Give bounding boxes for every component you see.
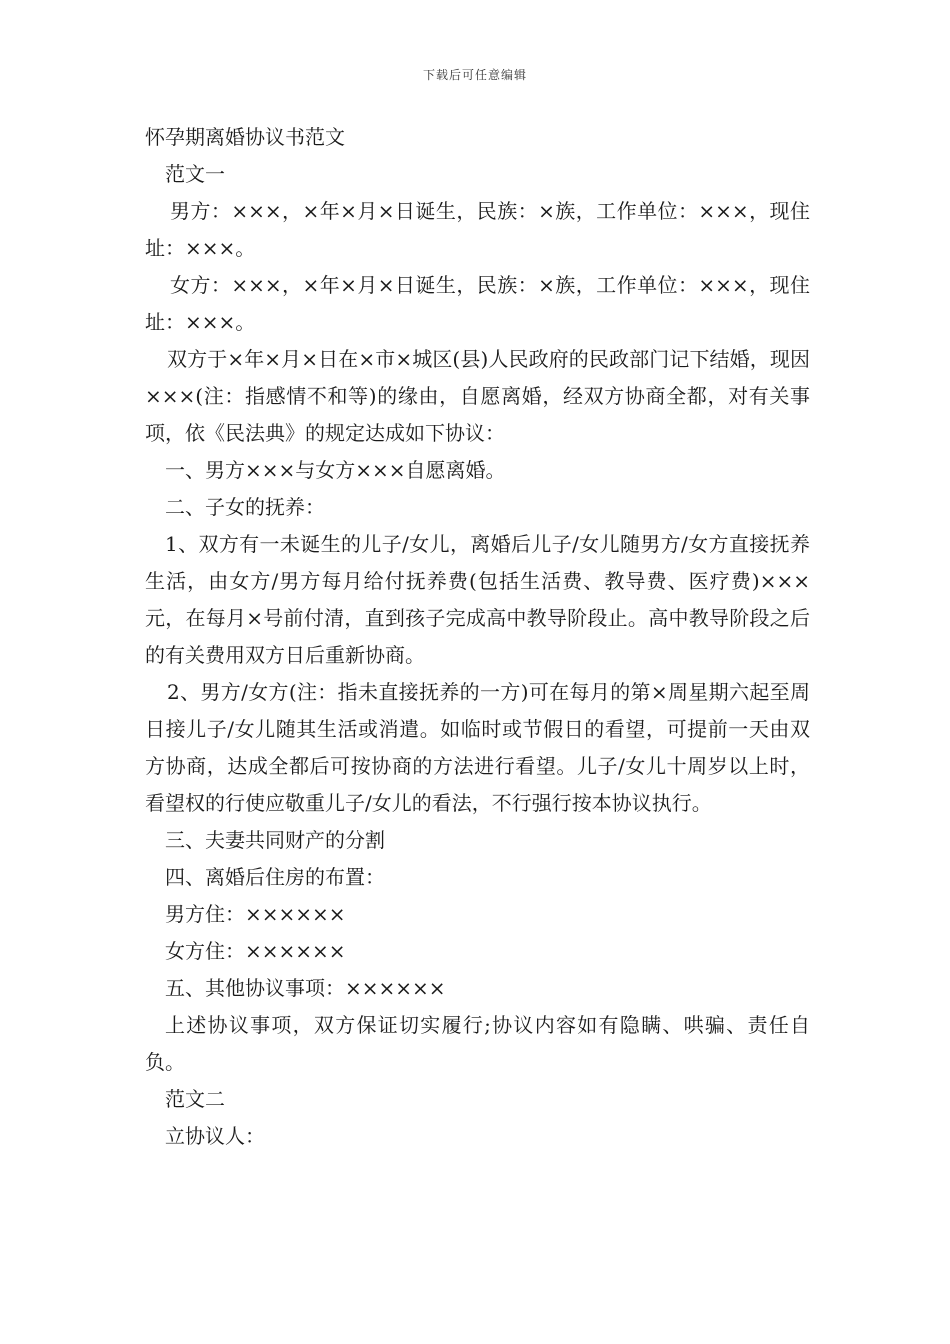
housing-male: 男方住：×××××× (165, 902, 346, 926)
paragraph-male-party: 男方：×××，×年×月×日诞生，民族：×族，工作单位：×××，现住址：×××。 (145, 199, 810, 260)
clause-2-child-custody: 二、子女的抚养： (165, 495, 325, 519)
document-title: 怀孕期离婚协议书范文 (145, 125, 345, 149)
clause-2-1-support: 1、双方有一未诞生的儿子/女儿，离婚后儿子/女儿随男方/女方直接抚养生活，由女方/男方每月给付抚养费(包括生活费、教导费、医疗费)×××元，在每月×号前付清，直到孩子完成高中教导阶段止。高中教导阶段之后的有关费用双方日后重新协商。 (145, 532, 810, 667)
paragraph-marriage-info: 双方于×年×月×日在×市×城区(县)人民政府的民政部门记下结婚，现因×××(注：指感情不和等)的缘由，自愿离婚，经双方协商全都，对有关事项，依《民法典》的规定达成如下协议： (145, 347, 810, 445)
clause-3-property: 三、夫妻共同财产的分割 (165, 828, 385, 852)
clause-5-other: 五、其他协议事项：×××××× (165, 976, 446, 1000)
housing-female: 女方住：×××××× (165, 939, 346, 963)
clause-1-divorce: 一、男方×××与女方×××自愿离婚。 (165, 458, 506, 482)
section-heading-sample-1: 范文一 (165, 162, 225, 186)
clause-2-2-visitation: 2、男方/女方(注：指未直接抚养的一方)可在每月的第×周星期六起至周日接儿子/女儿随其生活或消遣。如临时或节假日的看望，可提前一天由双方协商，达成全都后可按协商的方法进行看望。儿子/女儿十周岁以上时，看望权的行使应敬重儿子/女儿的看法，不行强行按本协议执行。 (145, 680, 810, 815)
clause-4-housing: 四、离婚后住房的布置： (165, 865, 385, 889)
party-label: 立协议人： (165, 1124, 265, 1148)
paragraph-female-party: 女方：×××，×年×月×日诞生，民族：×族，工作单位：×××，现住址：×××。 (145, 273, 810, 334)
paragraph-guarantee: 上述协议事项，双方保证切实履行;协议内容如有隐瞒、哄骗、责任自负。 (145, 1013, 810, 1074)
page-header: 下载后可任意编辑 (422, 68, 527, 82)
section-heading-sample-2: 范文二 (165, 1087, 225, 1111)
document-body (145, 119, 810, 1155)
